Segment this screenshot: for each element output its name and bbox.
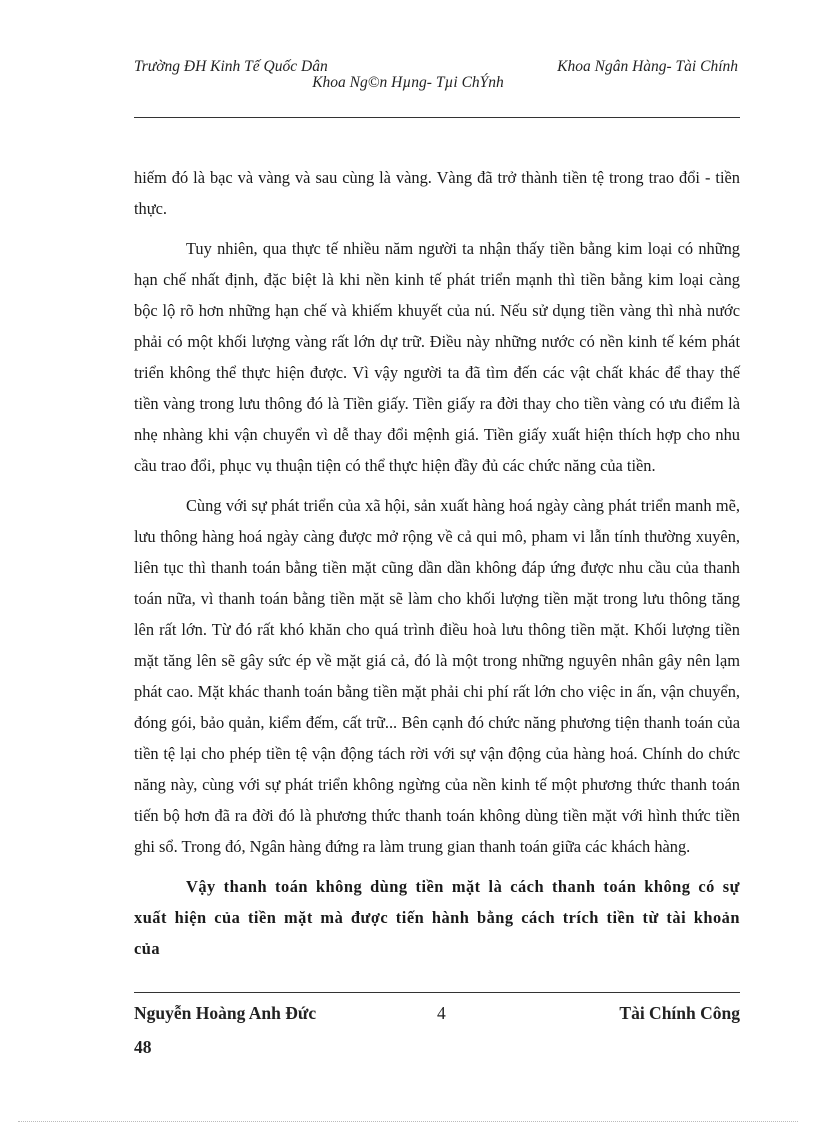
page-number: 4 [437,1003,446,1023]
page-edge-dotted-line [18,1121,798,1122]
footer-class-number: 48 [134,1037,152,1057]
header-faculty-garbled: Khoa Ng©n Hµng- Tµi ChÝnh [312,74,504,91]
header-faculty: Khoa Ngân Hàng- Tài Chính [557,58,738,75]
footer-author: Nguyễn Hoàng Anh Đức [134,1003,317,1023]
footer-divider [134,992,740,993]
header-divider [134,117,740,118]
paragraph-metal-money-limits: Tuy nhiên, qua thực tế nhiều năm người ta nhận thấy tiền bằng kim loại có những hạn chế nhất định, đặc biệt là khi nền kinh tế phát triển mạnh thì tiền bằng kim loại càng bộc lộ rõ hơn những hạn chế và khiếm khuyết của nú. Nếu sử dụng tiền vàng thì nhà nước phải có một khối lượng vàng rất lớn dự trữ. Điều này những nước có nền kinh tế kém phát triển không thể thực hiện được. Vì vậy người ta đã tìm đến các vật chất khác để thay thế tiền vàng trong lưu thông đó là Tiền giấy. Tiền giấy ra đời thay cho tiền vàng có ưu điểm là nhẹ nhàng khi vận chuyển vì dễ thay đổi mệnh giá. Tiền giấy xuất hiện thích hợp cho nhu cầu trao đổi, phục vụ thuận tiện có thể thực hiện đầy đủ các chức năng của tiền. [134,239,740,475]
footer-department: Tài Chính Công [619,1003,740,1023]
paragraph-continuation: hiếm đó là bạc và vàng và sau cùng là vàng. Vàng đã trở thành tiền tệ trong trao đổi - tiền thực. [134,168,740,218]
paragraph-cashless-definition: Vậy thanh toán không dùng tiền mặt là cách thanh toán không có sự xuất hiện của tiền mặt mà được tiến hành bằng cách trích tiền từ tài khoản của [134,877,740,958]
paragraph-cashless-development: Cùng với sự phát triển của xã hội, sản xuất hàng hoá ngày càng phát triển manh mẽ, lưu thông hàng hoá ngày càng được mở rộng về cả qui mô, pham vi lẫn tính thường xuyên, liên tục thì thanh toán bằng tiền mặt cũng dần dần không đáp ứng được nhu cầu của thanh toán nữa, vì thanh toán bằng tiền mặt sẽ làm cho khối lượng tiền mặt trong lưu thông tăng lên rất lớn. Từ đó rất khó khăn cho quá trình điều hoà lưu thông tiền mặt. Khối lượng tiền mặt tăng lên sẽ gây sức ép về mặt giá cả, đó là một trong những nguyên nhân gây nên lạm phát cao. Mặt khác thanh toán bằng tiền mặt phải chi phí rất lớn cho việc in ấn, vận chuyển, đóng gói, bảo quản, kiểm đếm, cất trữ... Bên cạnh đó chức năng phương tiện thanh toán của tiền tệ lại cho phép tiền tệ vận động tách rời với sự vận động của hàng hoá. Chính do chức năng này, cùng với sự phát triển không ngừng của nền kinh tế một phương thức thanh toán tiến bộ hơn đã ra đời đó là phương thức thanh toán không dùng tiền mặt với hình thức tiền ghi sổ. Trong đó, Ngân hàng đứng ra làm trung gian thanh toán giữa các khách hàng. [134,496,740,856]
header-university: Trường ĐH Kinh Tế Quốc Dân [134,58,328,75]
body-text [134,162,740,973]
